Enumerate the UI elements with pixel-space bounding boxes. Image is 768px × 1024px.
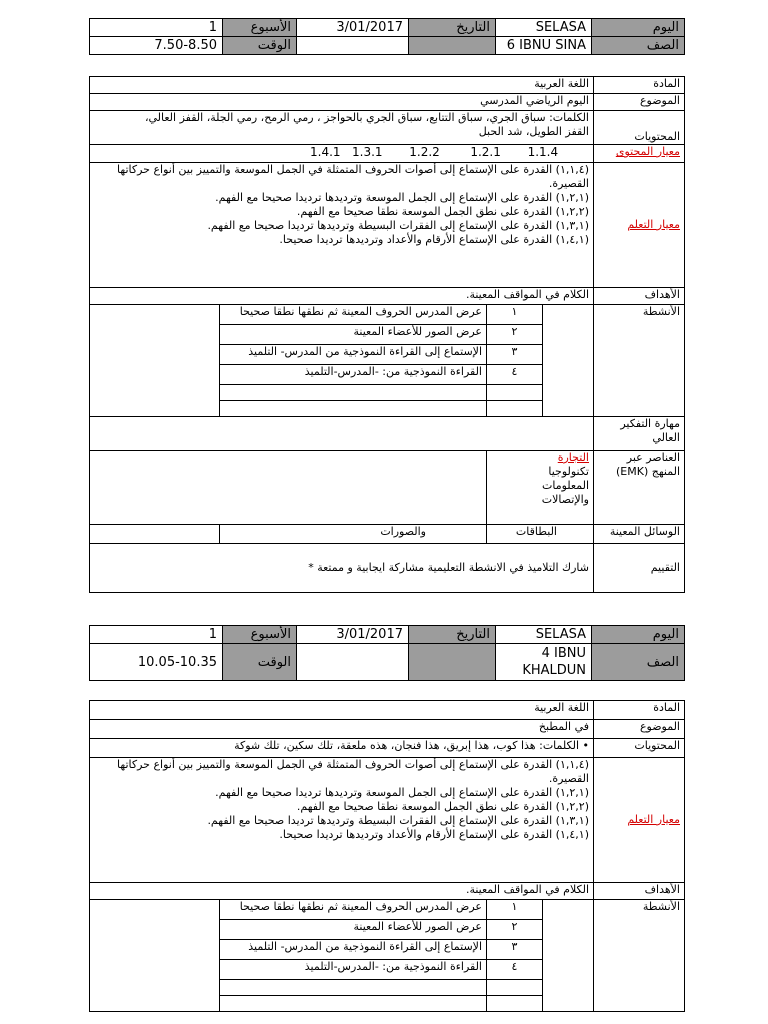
aids-item: البطاقات	[487, 525, 594, 544]
std-learn-label: معيار التعلم	[594, 758, 685, 883]
content-value	[90, 111, 594, 145]
time-label: الوقت	[223, 644, 297, 681]
std-content-code: 1.2.2	[409, 145, 440, 159]
activity-number: ١	[487, 305, 543, 325]
week-value: 1	[90, 19, 223, 37]
week-label: الأسبوع	[223, 626, 297, 644]
activity-number: ٣	[487, 940, 543, 960]
date-value: 3/01/2017	[297, 19, 409, 37]
activity-text: عرض الصور للأعضاء المعينة	[220, 325, 487, 345]
class-label: الصف	[592, 644, 685, 681]
objective-item: (١,٢,١) القدرة على الإستماع إلى الجمل الموسعة وترديدها ترديدا صحيحا مع الفهم.	[215, 191, 589, 204]
activity-number: ٢	[487, 325, 543, 345]
week-value: 1	[90, 626, 223, 644]
content-value: • الكلمات: هذا كوب، هذا إبريق، هذا فنجان، هذه ملعقة، تلك سكين، تلك شوكة	[90, 739, 594, 758]
header-table-1	[89, 18, 685, 55]
subject-label: المادة	[594, 77, 685, 94]
goals-value: الكلام في المواقف المعينة.	[90, 288, 594, 305]
header-table-2	[89, 625, 685, 681]
topic-label: الموضوع	[594, 94, 685, 111]
eval-value: شارك التلاميذ في الانشطة التعليمية مشاركة ايجابية و ممتعة *	[90, 544, 594, 593]
activity-text: الإستماع إلى القراءة النموذجية من المدرس- التلميذ	[220, 940, 487, 960]
activity-text: عرض المدرس الحروف المعينة ثم نطقها نطقا صحيحا	[220, 900, 487, 920]
emk-item: تكنولوجيا المعلومات والإتصالات	[541, 465, 589, 506]
topic-value: اليوم الرياضي المدرسي	[90, 94, 594, 111]
class-label: الصف	[592, 37, 685, 55]
topic-value: في المطبخ	[90, 720, 594, 739]
time-label: الوقت	[223, 37, 297, 55]
activity-text: القراءة النموذجية من: -المدرس-التلميذ	[220, 365, 487, 385]
lesson-table-2	[89, 700, 685, 1012]
std-content-label: معيار المحتوى	[594, 145, 685, 163]
day-value: SELASA	[496, 626, 592, 644]
goals-label: الأهداف	[594, 288, 685, 305]
day-label: اليوم	[592, 626, 685, 644]
aids-label: الوسائل المعينة	[594, 525, 685, 544]
activities-label: الأنشطة	[594, 305, 685, 417]
learning-standards	[90, 758, 594, 883]
objective-item: (١,٣,١) القدرة على الإستماع إلى الفقرات البسيطة وترديدها ترديدا صحيحا مع الفهم.	[207, 219, 589, 232]
lesson-table-1	[89, 76, 685, 593]
activity-text: عرض المدرس الحروف المعينة ثم نطقها نطقا صحيحا	[220, 305, 487, 325]
day-value: SELASA	[496, 19, 592, 37]
hots-label: مهارة التفكير العالي	[594, 417, 685, 451]
activity-text: الإستماع إلى القراءة النموذجية من المدرس- التلميذ	[220, 345, 487, 365]
subject-value: اللغة العربية	[90, 701, 594, 720]
learning-standards	[90, 163, 594, 288]
date-label: التاريخ	[409, 626, 496, 644]
objective-item: (١,٣,١) القدرة على الإستماع إلى الفقرات البسيطة وترديدها ترديدا صحيحا مع الفهم.	[207, 814, 589, 827]
activity-number: ٤	[487, 365, 543, 385]
emk-item: التجارة	[557, 451, 589, 464]
content-label: المحتويات	[594, 111, 685, 145]
content-line: الكلمات: سباق الجري، سباق التتابع، سباق الجري بالحواجز ، رمي الرمح، رمي الجلة، القفز العالي،	[144, 111, 589, 124]
objective-item: (١,٢,٢) القدرة على نطق الجمل الموسعة نطقا صحيحا مع الفهم.	[296, 800, 589, 813]
std-content-code: 1.1.4	[527, 145, 559, 159]
subject-label: المادة	[594, 701, 685, 720]
objective-item: (١,٤,١) القدرة على الإستماع الأرقام والأعداد وترديدها ترديدا صحيحا.	[279, 233, 589, 246]
content-line: القفز الطويل، شد الحبل	[478, 125, 589, 138]
std-content-code: 1.2.1	[470, 145, 501, 159]
objective-item: (١,٤,١) القدرة على الإستماع الأرقام والأعداد وترديدها ترديدا صحيحا.	[279, 828, 589, 841]
date-label: التاريخ	[409, 19, 496, 37]
std-learn-label: معيار التعلم	[594, 163, 685, 288]
subject-value: اللغة العربية	[90, 77, 594, 94]
activity-number: ٣	[487, 345, 543, 365]
emk-items	[487, 451, 594, 525]
activity-number: ٤	[487, 960, 543, 980]
goals-label: الأهداف	[594, 883, 685, 900]
emk-label: العناصر عبر المنهج (EMK)	[594, 451, 685, 525]
class-value: 6 IBNU SINA	[496, 37, 592, 55]
time-value: 10.05-10.35	[90, 644, 223, 681]
activity-text: القراءة النموذجية من: -المدرس-التلميذ	[220, 960, 487, 980]
std-content-code: 1.3.1	[352, 145, 383, 159]
std-content-codes	[90, 145, 594, 163]
activity-number: ١	[487, 900, 543, 920]
topic-label: الموضوع	[594, 720, 685, 739]
activity-text: عرض الصور للأعضاء المعينة	[220, 920, 487, 940]
week-label: الأسبوع	[223, 19, 297, 37]
eval-label: التقييم	[594, 544, 685, 593]
objective-item: (١,٢,٢) القدرة على نطق الجمل الموسعة نطقا صحيحا مع الفهم.	[296, 205, 589, 218]
class-value: 4 IBNU KHALDUN	[496, 644, 592, 681]
goals-value: الكلام في المواقف المعينة.	[90, 883, 594, 900]
objective-item: (١,٢,١) القدرة على الإستماع إلى الجمل الموسعة وترديدها ترديدا صحيحا مع الفهم.	[215, 786, 589, 799]
objective-item: (١,١,٤) القدرة على الإستماع إلى أصوات الحروف المتمثلة في الجمل الموسعة والتمييز بين أنواع حركاتها القصيرة.	[117, 163, 589, 190]
time-value: 7.50-8.50	[90, 37, 223, 55]
activities-label: الأنشطة	[594, 900, 685, 1012]
activity-number: ٢	[487, 920, 543, 940]
day-label: اليوم	[592, 19, 685, 37]
date-value: 3/01/2017	[297, 626, 409, 644]
aids-item: والصورات	[220, 525, 487, 544]
objective-item: (١,١,٤) القدرة على الإستماع إلى أصوات الحروف المتمثلة في الجمل الموسعة والتمييز بين أنواع حركاتها القصيرة.	[117, 758, 589, 785]
content-label: المحتويات	[594, 739, 685, 758]
std-content-code: 1.4.1	[310, 145, 341, 159]
